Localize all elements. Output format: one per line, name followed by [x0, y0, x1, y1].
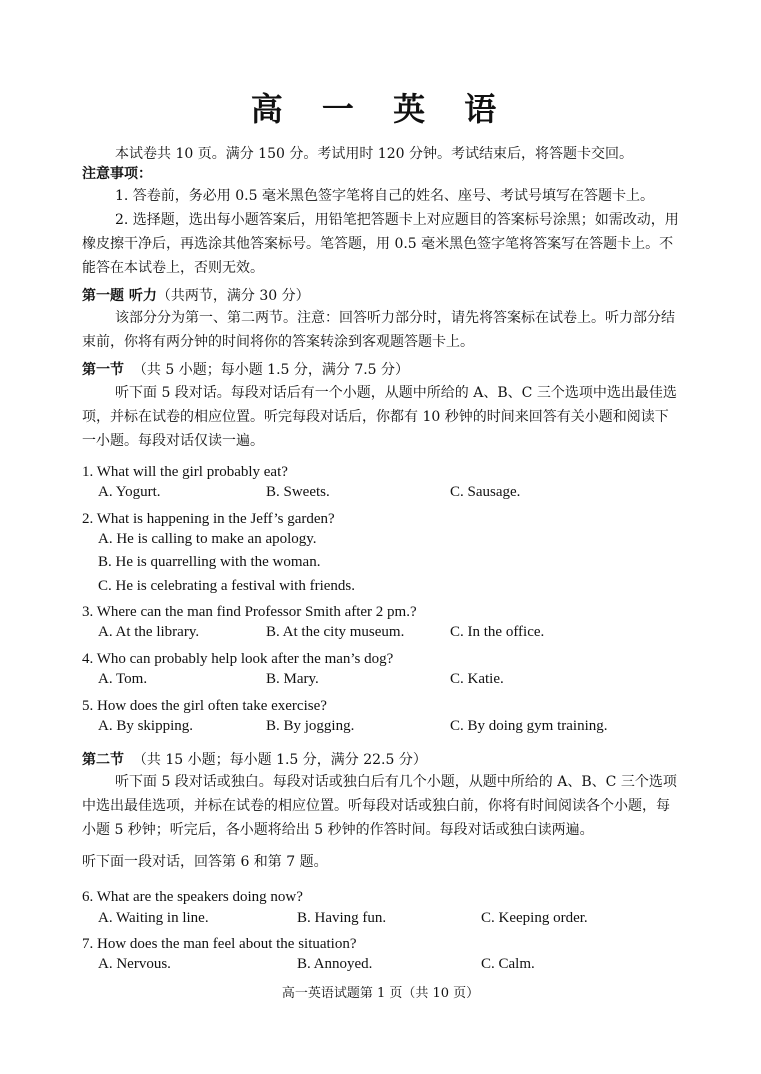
question-7: 7. How does the man feel about the situation?	[82, 936, 357, 952]
q6-option-b: B. Having fun.	[297, 910, 387, 926]
section1-title: 第一节	[82, 362, 124, 378]
q3-option-b: B. At the city museum.	[266, 624, 405, 640]
question-4: 4. Who can probably help look after the man’s dog?	[82, 651, 394, 667]
question-1: 1. What will the girl probably eat?	[82, 464, 288, 480]
q1-option-a: A. Yogurt.	[98, 484, 161, 500]
section2-subtitle: （共 15 小题；每小题 1.5 分，满分 22.5 分）	[132, 752, 427, 768]
section2-instruction: 听下面一段对话，回答第 6 和第 7 题。	[82, 854, 328, 870]
section2-title: 第二节	[82, 752, 124, 768]
section1-subtitle: （共 5 小题；每小题 1.5 分，满分 7.5 分）	[132, 362, 410, 378]
page-title: 高 一 英 语	[250, 90, 511, 128]
q1-option-c: C. Sausage.	[450, 484, 521, 500]
notice-item-2: 2. 选择题，选出每小题答案后，用铅笔把答题卡上对应题目的答案标号涂黑；如需改动，用橡皮擦干净后，再选涂其他答案标号。笔答题，用 0.5 毫米黑色签字笔将答案写在答题卡上。不能答在本试卷上，否则无效。	[82, 212, 679, 276]
q4-option-a: A. Tom.	[98, 671, 148, 687]
q2-option-a: A. He is calling to make an apology.	[98, 531, 317, 547]
intro-text: 本试卷共 10 页。满分 150 分。考试用时 120 分钟。考试结束后，将答题卡交回。	[115, 146, 633, 162]
q4-option-c: C. Katie.	[450, 671, 504, 687]
question-3: 3. Where can the man find Professor Smith after 2 pm.?	[82, 604, 417, 620]
q2-option-c: C. He is celebrating a festival with friends.	[98, 578, 356, 594]
question-2: 2. What is happening in the Jeff’s garden?	[82, 511, 335, 527]
part1-heading	[82, 285, 310, 307]
q7-option-b: B. Annoyed.	[297, 956, 373, 972]
section2-description: 听下面 5 段对话或独白。每段对话或独白后有几个小题，从题中所给的 A、B、C 三个选项中选出最佳选项，并标在试卷的相应位置。听每段对话或独白前，你将有时间阅读各个小题，每小题 5 秒钟；听完后，各小题将给出 5 秒钟的作答时间。每段对话或独白读两遍。	[82, 774, 677, 838]
page-footer: 高一英语试题第 1 页（共 10 页）	[281, 986, 480, 1001]
q3-option-a: A. At the library.	[98, 624, 200, 640]
q6-option-c: C. Keeping order.	[481, 910, 588, 926]
q5-option-b: B. By jogging.	[266, 718, 355, 734]
section1-description: 听下面 5 段对话。每段对话后有一个小题，从题中所给的 A、B、C 三个选项中选出最佳选项，并标在试卷的相应位置。听完每段对话后，你都有 10 秒钟的时间来回答有关小题和阅读下一小题。每段对话仅读一遍。	[82, 385, 677, 449]
q5-option-c: C. By doing gym training.	[450, 718, 608, 734]
section1-heading	[82, 359, 409, 381]
q7-option-c: C. Calm.	[481, 956, 535, 972]
section2-heading	[82, 749, 427, 771]
q5-option-a: A. By skipping.	[98, 718, 194, 734]
question-6: 6. What are the speakers doing now?	[82, 889, 303, 905]
notice-item-1: 1. 答卷前，务必用 0.5 毫米黑色签字笔将自己的姓名、座号、考试号填写在答题卡上。	[115, 188, 654, 204]
question-5: 5. How does the girl often take exercise?	[82, 698, 327, 714]
q7-option-a: A. Nervous.	[98, 956, 171, 972]
part1-description: 该部分分为第一、第二两节。注意：回答听力部分时，请先将答案标在试卷上。听力部分结束前，你将有两分钟的时间将你的答案转涂到客观题答题卡上。	[82, 310, 675, 350]
q3-option-c: C. In the office.	[450, 624, 545, 640]
q2-option-b: B. He is quarrelling with the woman.	[98, 554, 321, 570]
q6-option-a: A. Waiting in line.	[98, 910, 209, 926]
q1-option-b: B. Sweets.	[266, 484, 330, 500]
part1-subtitle: （共两节，满分 30 分）	[156, 288, 310, 304]
notice-heading: 注意事项：	[82, 166, 152, 182]
part1-title: 第一题 听力	[82, 288, 157, 304]
q4-option-b: B. Mary.	[266, 671, 319, 687]
